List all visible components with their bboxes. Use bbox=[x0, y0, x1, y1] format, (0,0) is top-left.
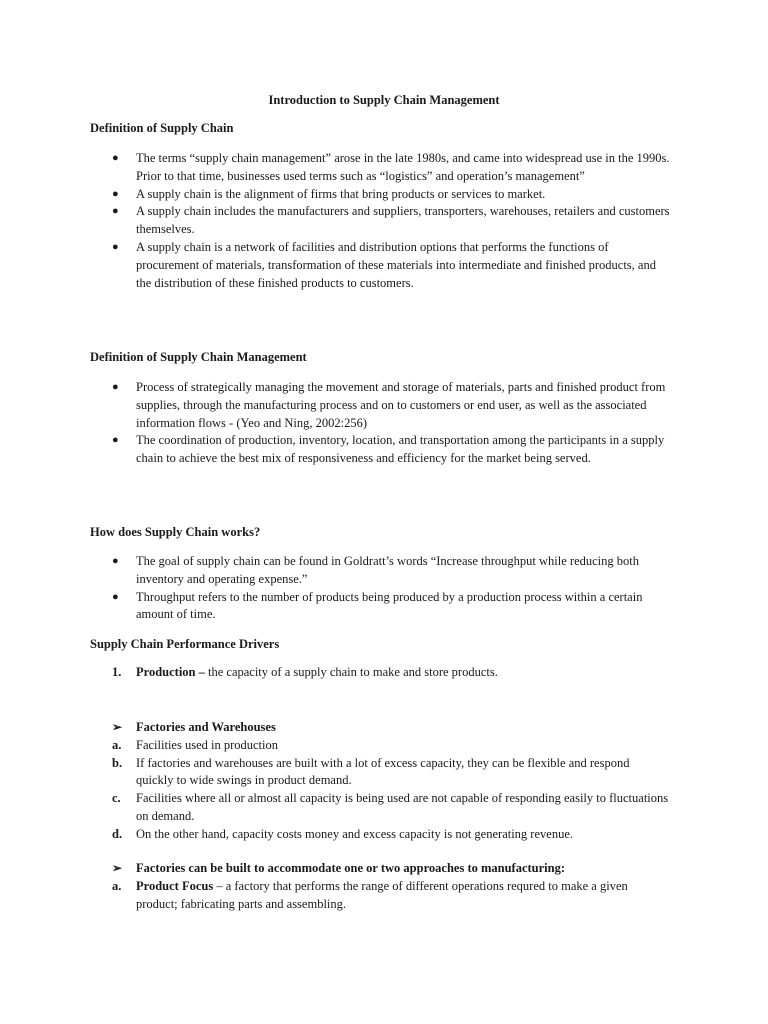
list-letter: a. bbox=[112, 878, 122, 893]
arrow-bullet-icon: ➢ bbox=[112, 861, 123, 875]
list-item: ● The terms “supply chain management” arose in the late 1980s, and came into widespread use in the 1990s. Prior to that time, businesses used terms such as “logistics” and operation’s management” bbox=[112, 151, 670, 183]
list-item-production: 1. Production – the capacity of a supply chain to make and store products. bbox=[90, 664, 670, 682]
list-item: ● A supply chain includes the manufacturers and suppliers, transporters, warehouses, retailers and customers themselves. bbox=[112, 204, 670, 237]
section-heading-definition-scm: Definition of Supply Chain Management bbox=[90, 350, 307, 364]
list-number: 1. bbox=[112, 665, 122, 679]
sub-heading-factories-warehouses: ➢ Factories and Warehouses bbox=[90, 719, 670, 737]
section-heading-performance-drivers: Supply Chain Performance Drivers bbox=[90, 637, 280, 651]
bullet-icon: ● bbox=[112, 205, 119, 218]
term-production: Production – bbox=[136, 665, 205, 679]
list-item: ● The coordination of production, inventory, location, and transportation among the participants in a supply chain to achieve the best mix of responsiveness and efficiency for the market being served. bbox=[112, 433, 665, 466]
list-item: ● Process of strategically managing the movement and storage of materials, parts and finished product from supplies, through the manufacturing process and on to customers or end user, as well as the associated information flows - (Yeo and Ning, 2002:256) bbox=[112, 380, 666, 430]
list-letter: a. bbox=[112, 737, 122, 752]
list-item: ● Throughput refers to the number of products being produced by a production process within a certain amount of time. bbox=[112, 589, 643, 622]
list-item: ● The goal of supply chain can be found in Goldratt’s words “Increase throughput while reducing both inventory and operating expense.” bbox=[112, 554, 639, 586]
list-item: a. Facilities used in production bbox=[90, 737, 670, 755]
sub-heading-manufacturing-approaches: ➢ Factories can be built to accommodate one or two approaches to manufacturing: bbox=[90, 860, 670, 878]
list-letter: b. bbox=[112, 755, 123, 770]
bullet-list-definition-supply-chain bbox=[90, 150, 670, 292]
list-item: ● A supply chain is a network of facilities and distribution options that performs the functions of procurement of materials, transformation of these materials into intermediate and finished products, and the distribution of these finished products to customers. bbox=[112, 239, 656, 290]
list-item: ● A supply chain is the alignment of firms that bring products or services to market. bbox=[90, 186, 670, 204]
bullet-list-how-supply-chain-works bbox=[90, 553, 670, 624]
list-letter: c. bbox=[112, 791, 121, 806]
document-title: Introduction to Supply Chain Management bbox=[268, 93, 500, 107]
list-item: b. If factories and warehouses are built with a lot of excess capacity, they can be flexible and respond quickly to wide swings in product demand. bbox=[112, 755, 630, 788]
section-heading-how-supply-chain-works: How does Supply Chain works? bbox=[90, 525, 261, 539]
bullet-icon: ● bbox=[112, 152, 119, 164]
list-item: c. Facilities where all or almost all capacity is being used are not capable of responding easily to fluctuations on demand. bbox=[112, 791, 669, 823]
bullet-icon: ● bbox=[112, 381, 119, 393]
bullet-icon: ● bbox=[112, 555, 119, 567]
numbered-list-drivers bbox=[90, 664, 670, 682]
bullet-icon: ● bbox=[112, 590, 119, 603]
bullet-icon: ● bbox=[112, 240, 119, 253]
list-item: d. On the other hand, capacity costs money and excess capacity is not generating revenue. bbox=[90, 826, 670, 844]
manufacturing-approaches-list bbox=[90, 860, 670, 913]
bullet-icon: ● bbox=[112, 187, 119, 200]
list-letter: d. bbox=[112, 826, 123, 841]
factories-warehouses-list bbox=[90, 719, 670, 844]
term-product-focus: Product Focus bbox=[136, 878, 214, 893]
list-item: a. Product Focus – a factory that performs the range of different operations requred to make a given product; fabricating parts and assembling. bbox=[112, 878, 628, 911]
bullet-list-definition-scm bbox=[90, 379, 670, 468]
bullet-icon: ● bbox=[112, 434, 119, 447]
arrow-bullet-icon: ➢ bbox=[112, 720, 123, 734]
section-heading-definition-supply-chain: Definition of Supply Chain bbox=[90, 121, 234, 135]
